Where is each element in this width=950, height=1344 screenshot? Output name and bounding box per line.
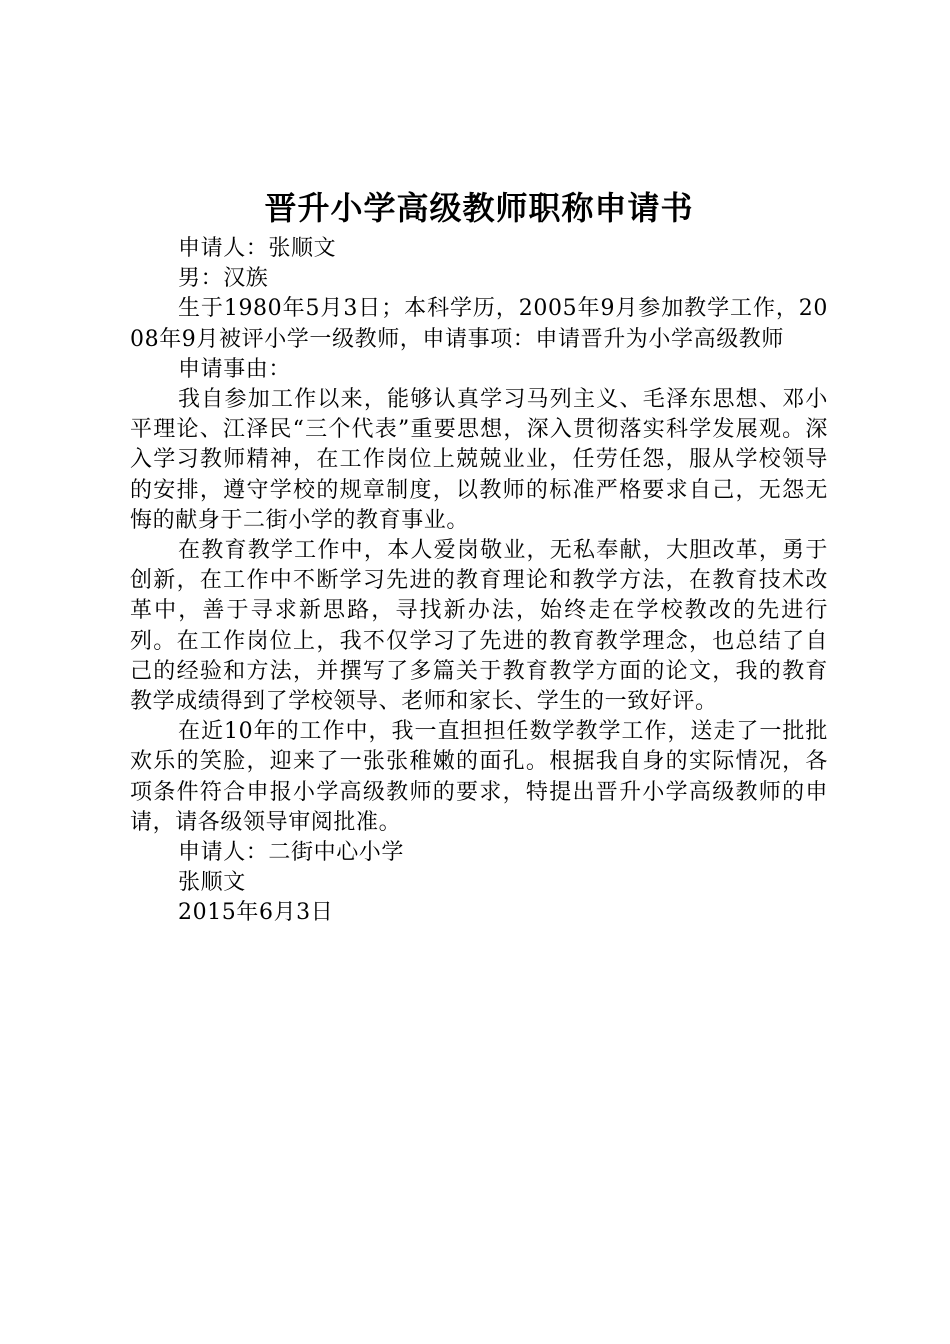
paragraph-2: 在教育教学工作中，本人爱岗敬业，无私奉献，大胆改革，勇于创新，在工作中不断学习先进的教育理论和教学方法，在教育技术改革中，善于寻求新思路，寻找新办法，始终走在学校教改的先进行列。在工作岗位上，我不仅学习了先进的教育教学理念，也总结了自己的经验和方法，并撰写了多篇关于教育教学方面的论文，我的教育教学成绩得到了学校领导、老师和家长、学生的一致好评。 — [130, 538, 828, 715]
gender-ethnicity-line: 男：汉族 — [178, 266, 269, 292]
signature-applicant: 申请人：二街中心小学 — [178, 840, 405, 866]
applicant-line: 申请人：张顺文 — [178, 236, 337, 261]
signature-date: 2015年6月3日 — [178, 900, 334, 926]
paragraph-3: 在近10年的工作中，我一直担担任数学教学工作，送走了一批批欢乐的笑脸，迎来了一张张稚嫩的面孔。根据我自身的实际情况，各项条件符合申报小学高级教师的要求，特提出晋升小学高级教师的申请，请各级领导审阅批准。 — [130, 719, 828, 835]
basic-info-paragraph: 生于1980年5月3日；本科学历，2005年9月参加教学工作，2008年9月被评小学一级教师，申请事项：申请晋升为小学高级教师 — [130, 296, 828, 352]
document-title: 晋升小学高级教师职称申请书 — [264, 189, 694, 227]
document-page — [130, 184, 828, 929]
paragraph-1: 我自参加工作以来，能够认真学习马列主义、毛泽东思想、邓小平理论、江泽民“三个代表”重要思想，深入贯彻落实科学发展观。深入学习教师精神，在工作岗位上兢兢业业，任劳任怨，服从学校领导的安排，遵守学校的规章制度，以教师的标准严格要求自己，无怨无悔的献身于二街小学的教育事业。 — [130, 387, 828, 533]
signature-name: 张顺文 — [178, 870, 246, 896]
reason-heading: 申请事由： — [178, 356, 292, 382]
